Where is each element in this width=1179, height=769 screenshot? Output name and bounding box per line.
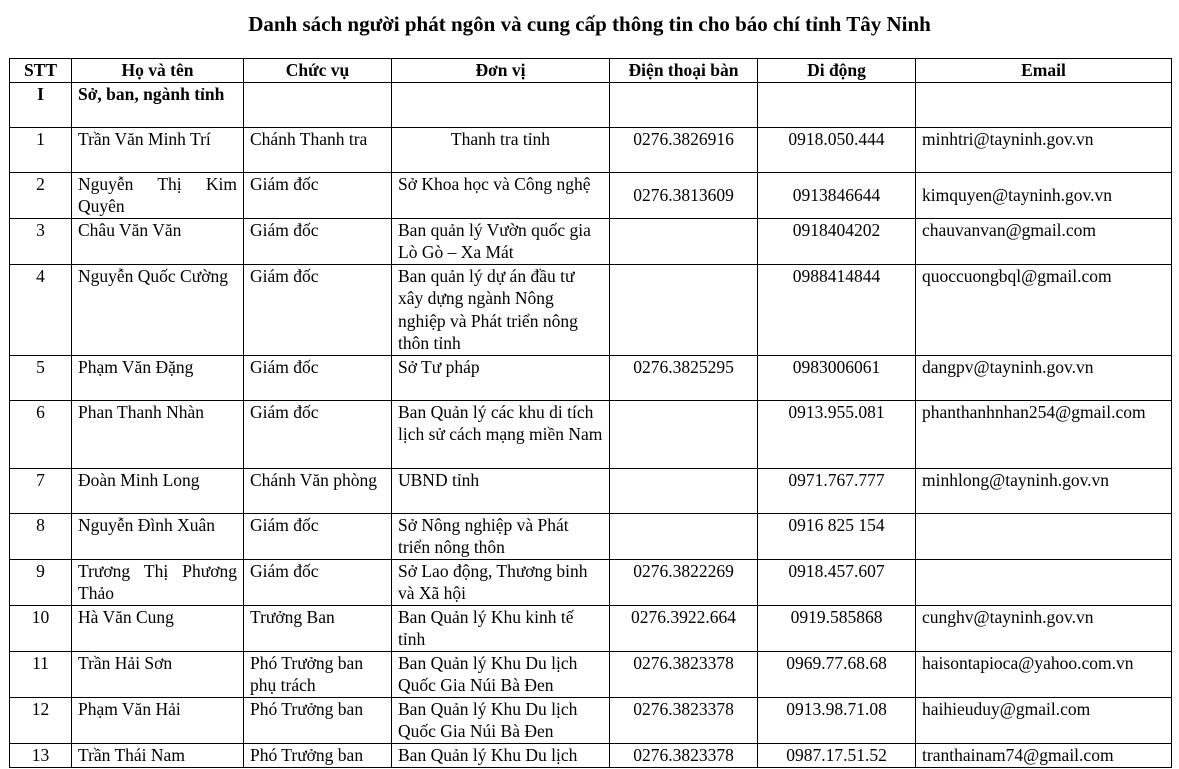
row-email[interactable]: minhtri@tayninh.gov.vn <box>916 127 1172 172</box>
row-name: Phạm Văn Đặng <box>72 355 244 400</box>
row-role: Giám đốc <box>244 355 392 400</box>
row-phone <box>610 400 758 468</box>
row-email[interactable]: chauvanvan@gmail.com <box>916 218 1172 264</box>
row-email[interactable] <box>916 559 1172 605</box>
row-stt: 9 <box>10 559 72 605</box>
row-phone: 0276.3825295 <box>610 355 758 400</box>
row-stt: 10 <box>10 605 72 651</box>
empty-cell <box>758 82 916 127</box>
row-unit: Thanh tra tỉnh <box>392 127 610 172</box>
row-email[interactable]: haisontapioca@yahoo.com.vn <box>916 651 1172 697</box>
column-header-email: Email <box>916 59 1172 83</box>
column-header-name: Họ và tên <box>72 59 244 83</box>
row-unit: Sở Nông nghiệp và Phát triển nông thôn <box>392 513 610 559</box>
row-unit: Sở Lao động, Thương binh và Xã hội <box>392 559 610 605</box>
row-stt: 6 <box>10 400 72 468</box>
row-email[interactable]: phanthanhnhan254@gmail.com <box>916 400 1172 468</box>
row-email[interactable]: dangpv@tayninh.gov.vn <box>916 355 1172 400</box>
row-mobile: 0971.767.777 <box>758 468 916 513</box>
table-row <box>10 468 1172 513</box>
table-row <box>10 127 1172 172</box>
row-mobile: 0916 825 154 <box>758 513 916 559</box>
table-row <box>10 513 1172 559</box>
contacts-table <box>9 58 1172 768</box>
page-title: Danh sách người phát ngôn và cung cấp thông tin cho báo chí tỉnh Tây Ninh <box>248 12 931 36</box>
column-header-mobile: Di động <box>758 59 916 83</box>
row-phone: 0276.3813609 <box>610 172 758 218</box>
row-name: Nguyễn Đình Xuân <box>72 513 244 559</box>
row-name: Trần Văn Minh Trí <box>72 127 244 172</box>
row-role: Giám đốc <box>244 400 392 468</box>
row-name: Phạm Văn Hải <box>72 697 244 743</box>
row-stt: 5 <box>10 355 72 400</box>
section-number: I <box>10 82 72 127</box>
row-phone: 0276.3922.664 <box>610 605 758 651</box>
row-role: Giám đốc <box>244 264 392 355</box>
row-unit: Sở Tư pháp <box>392 355 610 400</box>
row-phone: 0276.3823378 <box>610 697 758 743</box>
empty-cell <box>610 82 758 127</box>
row-role: Giám đốc <box>244 559 392 605</box>
row-phone: 0276.3822269 <box>610 559 758 605</box>
column-header-role: Chức vụ <box>244 59 392 83</box>
section-row <box>10 82 1172 127</box>
row-unit: Sở Khoa học và Công nghệ <box>392 172 610 218</box>
column-header-phone: Điện thoại bàn <box>610 59 758 83</box>
empty-cell <box>916 82 1172 127</box>
row-name: Châu Văn Văn <box>72 218 244 264</box>
row-phone <box>610 468 758 513</box>
row-stt: 7 <box>10 468 72 513</box>
header-row <box>10 59 1172 83</box>
row-email[interactable]: haihieuduy@gmail.com <box>916 697 1172 743</box>
row-mobile: 0987.17.51.52 <box>758 743 916 767</box>
row-mobile: 0913.955.081 <box>758 400 916 468</box>
section-name: Sở, ban, ngành tỉnh <box>72 82 244 127</box>
row-stt: 12 <box>10 697 72 743</box>
table-row <box>10 651 1172 697</box>
row-unit: Ban quản lý Vườn quốc gia Lò Gò – Xa Mát <box>392 218 610 264</box>
row-unit: Ban Quản lý các khu di tích lịch sử cách mạng miền Nam <box>392 400 610 468</box>
row-role: Phó Trưởng ban <box>244 743 392 767</box>
row-mobile: 0919.585868 <box>758 605 916 651</box>
row-email[interactable]: tranthainam74@gmail.com <box>916 743 1172 767</box>
row-email[interactable]: kimquyen@tayninh.gov.vn <box>916 172 1172 218</box>
row-stt: 4 <box>10 264 72 355</box>
row-name: Nguyễn Thị Kim Quyên <box>72 172 244 218</box>
row-mobile: 0918.457.607 <box>758 559 916 605</box>
row-role: Phó Trưởng ban <box>244 697 392 743</box>
row-role: Giám đốc <box>244 513 392 559</box>
row-role: Chánh Văn phòng <box>244 468 392 513</box>
row-unit: Ban Quản lý Khu Du lịch Quốc Gia Núi Bà Đen <box>392 697 610 743</box>
table-row <box>10 743 1172 767</box>
row-role: Giám đốc <box>244 218 392 264</box>
table-row <box>10 559 1172 605</box>
table-row <box>10 697 1172 743</box>
row-email[interactable]: quoccuongbql@gmail.com <box>916 264 1172 355</box>
row-name: Phan Thanh Nhàn <box>72 400 244 468</box>
row-mobile: 0913846644 <box>758 172 916 218</box>
table-row <box>10 355 1172 400</box>
row-unit: Ban quản lý dự án đầu tư xây dựng ngành Nông nghiệp và Phát triển nông thôn tỉnh <box>392 264 610 355</box>
row-phone <box>610 218 758 264</box>
column-header-unit: Đơn vị <box>392 59 610 83</box>
row-mobile: 0988414844 <box>758 264 916 355</box>
row-unit: Ban Quản lý Khu Du lịch <box>392 743 610 767</box>
row-role: Giám đốc <box>244 172 392 218</box>
row-stt: 3 <box>10 218 72 264</box>
row-stt: 2 <box>10 172 72 218</box>
row-stt: 8 <box>10 513 72 559</box>
row-unit: Ban Quản lý Khu kinh tế tỉnh <box>392 605 610 651</box>
table-row <box>10 172 1172 218</box>
row-email[interactable] <box>916 513 1172 559</box>
row-mobile: 0983006061 <box>758 355 916 400</box>
row-phone: 0276.3823378 <box>610 743 758 767</box>
row-mobile: 0969.77.68.68 <box>758 651 916 697</box>
empty-cell <box>244 82 392 127</box>
row-phone <box>610 264 758 355</box>
row-role: Phó Trưởng ban phụ trách <box>244 651 392 697</box>
empty-cell <box>392 82 610 127</box>
table-row <box>10 400 1172 468</box>
row-stt: 1 <box>10 127 72 172</box>
row-email[interactable]: cunghv@tayninh.gov.vn <box>916 605 1172 651</box>
row-phone: 0276.3826916 <box>610 127 758 172</box>
row-name: Hà Văn Cung <box>72 605 244 651</box>
row-name: Trần Hải Sơn <box>72 651 244 697</box>
row-phone: 0276.3823378 <box>610 651 758 697</box>
row-mobile: 0913.98.71.08 <box>758 697 916 743</box>
row-mobile: 0918.050.444 <box>758 127 916 172</box>
table-row <box>10 218 1172 264</box>
row-role: Chánh Thanh tra <box>244 127 392 172</box>
row-name: Trương Thị Phương Thảo <box>72 559 244 605</box>
table-row <box>10 605 1172 651</box>
table-row <box>10 264 1172 355</box>
row-name: Đoàn Minh Long <box>72 468 244 513</box>
row-role: Trưởng Ban <box>244 605 392 651</box>
column-header-stt: STT <box>10 59 72 83</box>
row-email[interactable]: minhlong@tayninh.gov.vn <box>916 468 1172 513</box>
row-unit: UBND tỉnh <box>392 468 610 513</box>
row-name: Trần Thái Nam <box>72 743 244 767</box>
row-name: Nguyễn Quốc Cường <box>72 264 244 355</box>
row-phone <box>610 513 758 559</box>
row-stt: 13 <box>10 743 72 767</box>
row-unit: Ban Quản lý Khu Du lịch Quốc Gia Núi Bà Đen <box>392 651 610 697</box>
row-stt: 11 <box>10 651 72 697</box>
row-mobile: 0918404202 <box>758 218 916 264</box>
